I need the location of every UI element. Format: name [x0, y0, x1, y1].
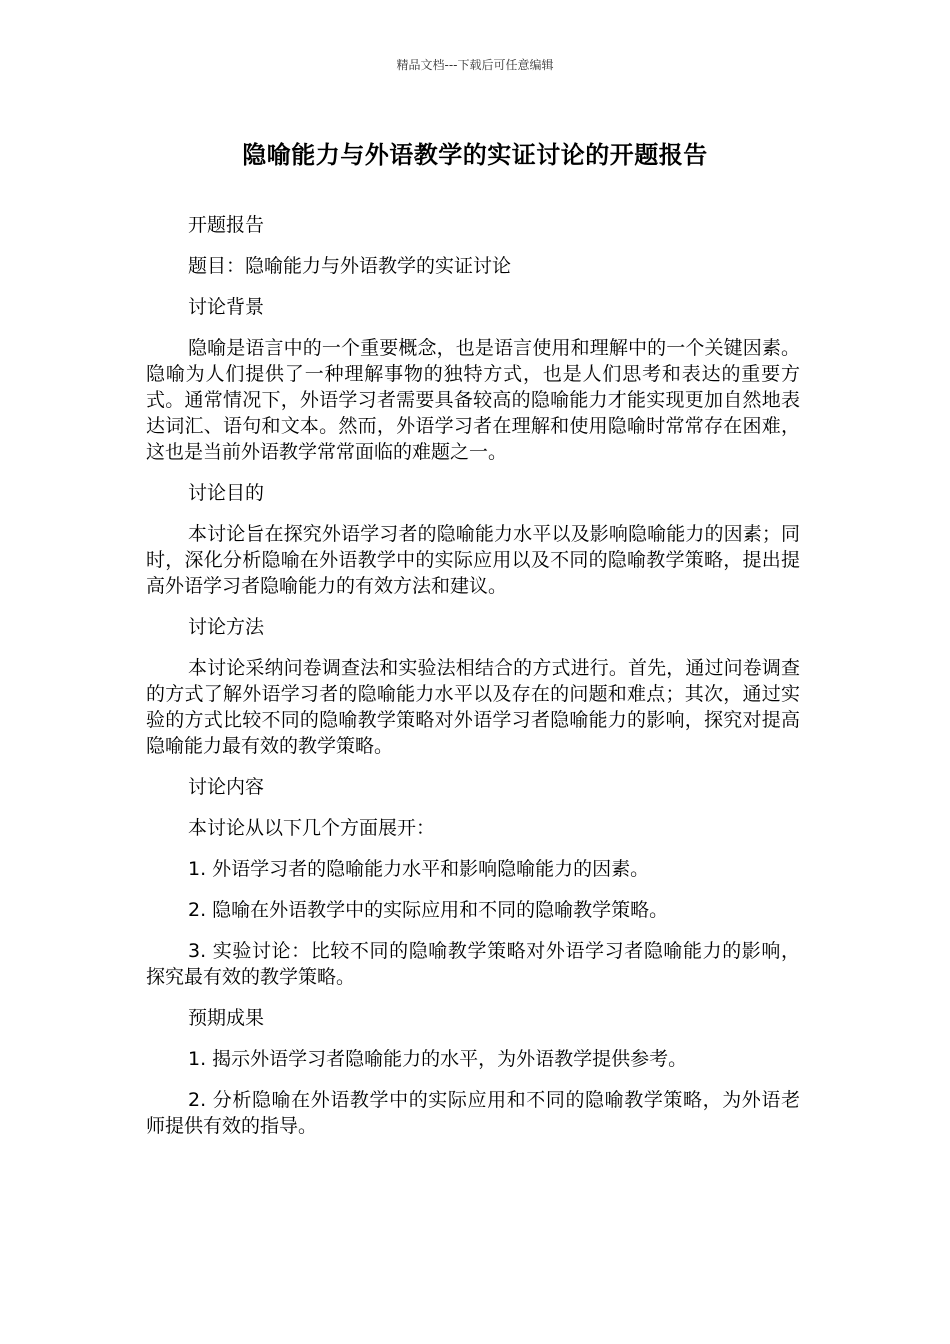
paragraph-content-intro: 本讨论从以下几个方面展开：: [188, 817, 436, 839]
section-heading-purpose: 讨论目的: [188, 482, 265, 504]
section-heading-report: 开题报告: [188, 214, 265, 236]
section-heading-method: 讨论方法: [188, 616, 265, 638]
document-body: [146, 212, 800, 1154]
list-item: 3. 实验讨论：比较不同的隐喻教学策略对外语学习者隐喻能力的影响，探究最有效的教学策略。: [146, 940, 800, 988]
paragraph-method: 本讨论采纳问卷调查法和实验法相结合的方式进行。首先，通过问卷调查的方式了解外语学习者的隐喻能力水平以及存在的问题和难点；其次，通过实验的方式比较不同的隐喻教学策略对外语学习者隐喻能力的影响，探究对提高隐喻能力最有效的教学策略。: [146, 657, 800, 757]
section-heading-outcomes: 预期成果: [188, 1007, 265, 1029]
section-heading-content: 讨论内容: [188, 776, 265, 798]
list-item: 1. 外语学习者的隐喻能力水平和影响隐喻能力的因素。: [188, 858, 650, 880]
list-item: 2. 分析隐喻在外语教学中的实际应用和不同的隐喻教学策略，为外语老师提供有效的指导。: [146, 1089, 800, 1137]
document-title: 隐喻能力与外语教学的实证讨论的开题报告: [242, 141, 708, 169]
section-heading-background: 讨论背景: [188, 296, 265, 318]
topic-line: 题目：隐喻能力与外语教学的实证讨论: [188, 255, 512, 277]
header-note: 精品文档---下载后可任意编辑: [396, 58, 554, 72]
paragraph-background: 隐喻是语言中的一个重要概念，也是语言使用和理解中的一个关键因素。隐喻为人们提供了一种理解事物的独特方式，也是人们思考和表达的重要方式。通常情况下，外语学习者需要具备较高的隐喻能力才能实现更加自然地表达词汇、语句和文本。然而，外语学习者在理解和使用隐喻时常常存在困难，这也是当前外语教学常常面临的难题之一。: [146, 337, 800, 463]
list-item: 1. 揭示外语学习者隐喻能力的水平，为外语教学提供参考。: [188, 1048, 688, 1070]
list-item: 2. 隐喻在外语教学中的实际应用和不同的隐喻教学策略。: [188, 899, 669, 921]
paragraph-purpose: 本讨论旨在探究外语学习者的隐喻能力水平以及影响隐喻能力的因素；同时，深化分析隐喻在外语教学中的实际应用以及不同的隐喻教学策略，提出提高外语学习者隐喻能力的有效方法和建议。: [146, 523, 800, 597]
